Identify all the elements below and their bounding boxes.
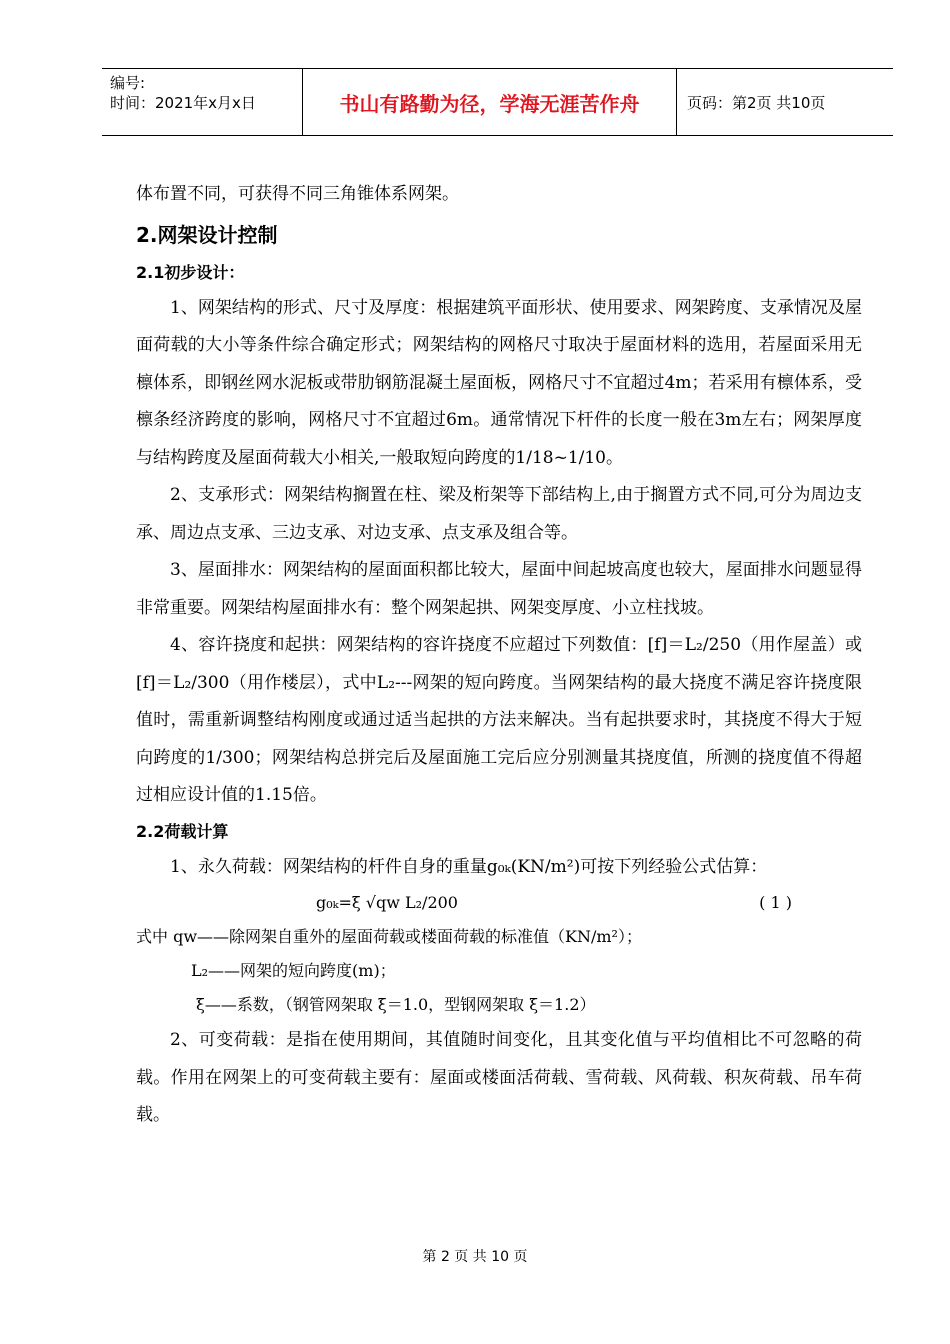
paragraph-support: 2、支承形式：网架结构搁置在柱、梁及桁架等下部结构上,由于搁置方式不同,可分为周边支承、周边点支承、三边支承、对边支承、点支承及组合等。 <box>136 485 862 543</box>
header-meta <box>102 69 303 135</box>
subsection-title-preliminary: 2.1初步设计： <box>136 262 245 282</box>
page-footer: 第 2 页 共 10 页 <box>422 1249 528 1265</box>
header-motto: 书山有路勤为径，学海无涯苦作舟 <box>303 69 677 135</box>
section-title: 2.网架设计控制 <box>136 222 278 247</box>
formula-number: ( 1 ) <box>759 893 792 912</box>
definition-L2: L₂——网架的短向跨度(m)； <box>191 961 396 980</box>
page-header <box>102 68 893 136</box>
serial-label: 编号: <box>110 74 146 92</box>
paragraph-form-size: 1、网架结构的形式、尺寸及厚度：根据建筑平面形状、使用要求、网架跨度、支承情况及屋面荷载的大小等条件综合确定形式；网架结构的网格尺寸取决于屋面材料的选用，若屋面采用无檩体系，即钢丝网水泥板或带肋钢筋混凝土屋面板，网格尺寸不宜超过4m；若采用有檩体系，受檩条经济跨度的影响，网格尺寸不宜超过6m。通常情况下杆件的长度一般在3m左右；网架厚度与结构跨度及屋面荷载大小相关,一般取短向跨度的1/18~1/10。 <box>136 297 862 468</box>
paragraph-variable-load: 2、可变荷载：是指在使用期间，其值随时间变化，且其变化值与平均值相比不可忽略的荷载。作用在网架上的可变荷载主要有：屋面或楼面活荷载、雪荷载、风荷载、积灰荷载、吊车荷载。 <box>136 1030 862 1125</box>
definition-qw: 式中 qw——除网架自重外的屋面荷载或楼面荷载的标准值（KN/m²）； <box>136 927 642 946</box>
time-label: 时间：2021年x月x日 <box>110 94 256 112</box>
formula: g₀ₖ=ξ √qw L₂/200 <box>316 893 458 912</box>
paragraph-permanent-load: 1、永久荷载：网架结构的杆件自身的重量g₀ₖ(KN/m²)可按下列经验公式估算： <box>170 856 768 877</box>
subsection-title-load: 2.2荷载计算 <box>136 821 229 841</box>
definition-xi: ξ——系数，（钢管网架取 ξ＝1.0，型钢网架取 ξ＝1.2） <box>196 995 596 1014</box>
paragraph-deflection: 4、容许挠度和起拱：网架结构的容许挠度不应超过下列数值：[f]＝L₂/250（用作屋盖）或[f]＝L₂/300（用作楼层），式中L₂---网架的短向跨度。当网架结构的最大挠度不满足容许挠度限值时，需重新调整结构刚度或通过适当起拱的方法来解决。当有起拱要求时，其挠度不得大于短向跨度的1/300；网架结构总拼完后及屋面施工完后应分别测量其挠度值，所测的挠度值不得超过相应设计值的1.15倍。 <box>136 635 862 805</box>
formula-row <box>136 886 862 920</box>
header-page-info: 页码：第2页 共10页 <box>687 93 826 112</box>
document-body <box>136 176 862 1135</box>
paragraph-drainage: 3、屋面排水：网架结构的屋面面积都比较大，屋面中间起坡高度也较大，屋面排水问题显得非常重要。网架结构屋面排水有：整个网架起拱、网架变厚度、小立柱找坡。 <box>136 560 862 618</box>
intro-text: 体布置不同，可获得不同三角锥体系网架。 <box>136 184 459 204</box>
